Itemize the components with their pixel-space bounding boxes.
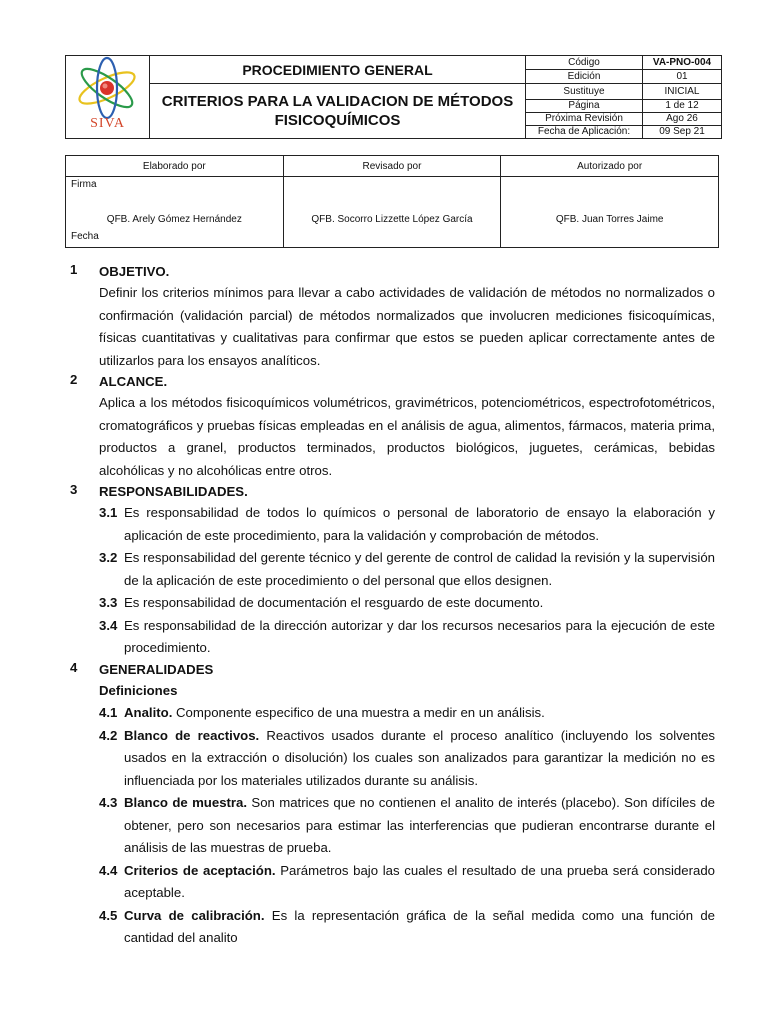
section-number: 3: [70, 482, 78, 497]
section-text: Aplica a los métodos fisicoquímicos volumétricos, gravimétricos, potenciométricos, espectrofotométricos, cromatográficos y pruebas físicas empleadas en el análisis de agua, alimentos, fármacos, materia prima, productos a granel, productos terminados, productos biológicos, juguetes, cerámicas, bebidas alcohólicas y no alcohólicas entre otros.: [99, 395, 715, 478]
section-objetivo: [70, 262, 715, 372]
list-item: [99, 592, 715, 615]
definition-term: Criterios de aceptación.: [124, 862, 276, 878]
signature-cell-elaborado: [66, 177, 284, 248]
autorizado-name: QFB. Juan Torres Jaime: [555, 214, 664, 225]
meta-label-proxima-revision: Próxima Revisión: [526, 113, 643, 126]
header-autorizado-por: Autorizado por: [501, 156, 719, 177]
list-item: [99, 905, 715, 950]
section-alcance: [70, 372, 715, 482]
section-title: RESPONSABILIDADES.: [99, 484, 248, 499]
item-number: 4.2: [99, 727, 118, 743]
list-item: [99, 502, 715, 547]
item-number: 4.5: [99, 907, 118, 923]
meta-label-pagina: Página: [526, 100, 643, 113]
section-title: OBJETIVO.: [99, 264, 170, 279]
signature-cell-revisado: [283, 177, 501, 248]
definition-text: Componente especifico de una muestra a medir en un análisis.: [176, 705, 545, 720]
header-revisado-por: Revisado por: [283, 156, 501, 177]
definition-text: Es la representación gráfica de la señal medida como una función de cantidad del analito: [124, 907, 715, 945]
list-item: [99, 860, 715, 905]
signature-cell-autorizado: [501, 177, 719, 248]
revisado-name: QFB. Socorro Lizzette López García: [311, 214, 473, 225]
section-responsabilidades: [70, 482, 715, 660]
procedure-type-title: PROCEDIMIENTO GENERAL: [150, 56, 526, 84]
section-number: 1: [70, 262, 78, 277]
meta-label-sustituye: Sustituye: [526, 84, 643, 100]
section-number: 2: [70, 372, 78, 387]
meta-value-sustituye: INICIAL: [643, 84, 722, 100]
section-title: GENERALIDADES: [99, 661, 214, 677]
signature-table: [65, 155, 719, 248]
logo-text: SIVA: [90, 116, 125, 131]
document-header: [65, 55, 722, 139]
section-title: ALCANCE.: [99, 374, 168, 389]
definition-text: Reactivos usados durante el proceso analítico (incluyendo los solventes usados en la extracción o disolución) los cuales son analizados para garantizar la medición no es influenciada por los materiales utilizados durante su análisis.: [124, 727, 716, 788]
list-item: [99, 792, 715, 860]
item-text: Es responsabilidad de documentación el resguardo de este documento.: [124, 595, 544, 610]
item-number: 3.1: [99, 505, 118, 520]
section-text: Definir los criterios mínimos para llevar a cabo actividades de validación de métodos no normalizados o confirmación (validación parcial) de métodos normalizados que involucren mediciones fisicoquímicas, físicas cuantitativas y cualitativas para confirmar que estos se pueden aplicar correctamente antes de utilizarlos para los ensayos analíticos.: [99, 285, 715, 368]
item-text: Es responsabilidad del gerente técnico y del gerente de control de calidad la revisión y la supervisión de la aplicación de este procedimiento o del personal que ellos designen.: [124, 550, 715, 588]
document-body: [70, 262, 715, 950]
list-item: [99, 615, 715, 660]
item-number: 4.4: [99, 862, 118, 878]
item-number: 3.2: [99, 550, 118, 565]
meta-label-edicion: Edición: [526, 70, 643, 84]
meta-label-codigo: Código: [526, 56, 643, 70]
meta-value-edicion: 01: [643, 70, 722, 84]
list-item: [99, 725, 715, 793]
meta-label-fecha-aplicacion: Fecha de Aplicación:: [526, 126, 643, 139]
section-number: 4: [70, 659, 78, 675]
item-number: 3.3: [99, 595, 118, 610]
meta-value-codigo: VA-PNO-004: [643, 56, 722, 70]
definition-term: Blanco de reactivos.: [124, 727, 260, 743]
meta-value-fecha-aplicacion: 09 Sep 21: [643, 126, 722, 139]
item-number: 4.1: [99, 705, 118, 720]
logo-cell: [66, 56, 150, 139]
definition-text: Son matrices que no contienen el analito de interés (placebo). Son difíciles de obtener, pero son necesarios para estimar las interferencias que pudieran encontrarse durante el análisis de las muestras de prueba.: [124, 795, 715, 855]
definition-term: Blanco de muestra.: [124, 795, 248, 810]
meta-value-proxima-revision: Ago 26: [643, 113, 722, 126]
list-item: [99, 547, 715, 592]
definition-term: Analito.: [124, 705, 173, 720]
item-number: 3.4: [99, 617, 118, 633]
item-text: Es responsabilidad de la dirección autorizar y dar los recursos necesarios para la ejecución de este procedimiento.: [124, 617, 715, 655]
item-text: Es responsabilidad de todos lo químicos o personal de laboratorio de ensayo la elaboración y aplicación de este procedimiento, para la validación y comprobación de métodos.: [124, 505, 715, 543]
document-title: CRITERIOS PARA LA VALIDACION DE MÉTODOS FISICOQUÍMICOS: [150, 84, 526, 139]
list-item: [99, 702, 715, 725]
fecha-label: Fecha: [71, 231, 99, 242]
firma-label: Firma: [71, 179, 97, 190]
definition-term: Curva de calibración.: [124, 907, 265, 923]
header-elaborado-por: Elaborado por: [66, 156, 284, 177]
item-number: 4.3: [99, 795, 118, 810]
definition-text: Parámetros bajo las cuales el resultado de una prueba será considerado aceptable.: [124, 862, 715, 900]
meta-value-pagina: 1 de 12: [643, 100, 722, 113]
elaborado-name: QFB. Arely Gómez Hernández: [106, 214, 242, 225]
siva-logo: [66, 56, 149, 138]
section-generalidades: [70, 660, 715, 950]
definiciones-heading: Definiciones: [99, 682, 178, 698]
